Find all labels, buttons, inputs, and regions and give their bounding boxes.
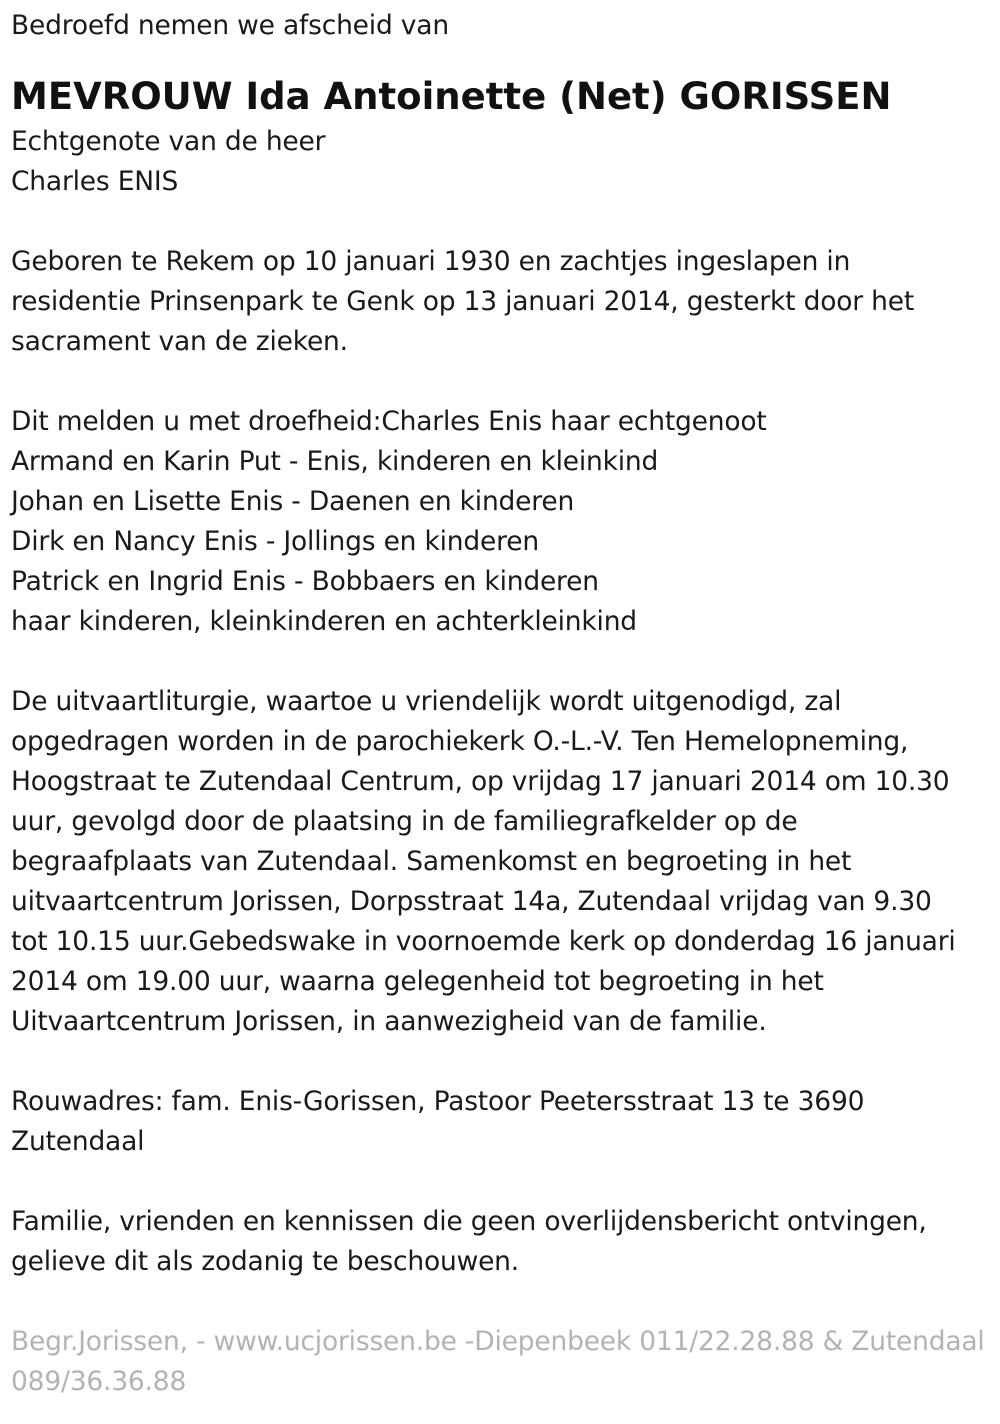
funeral-line: uur, gevolgd door de plaatsing in de familiegrafkelder op de — [11, 806, 798, 837]
family-line: Johan en Lisette Enis - Daenen en kinderen — [11, 486, 575, 517]
birth-line: sacrament van de zieken. — [11, 326, 348, 357]
funeral-line: opgedragen worden in de parochiekerk O.-L.-V. Ten Hemelopneming, — [11, 726, 909, 757]
birth-block — [11, 242, 988, 362]
notice-line: Familie, vrienden en kennissen die geen overlijdensbericht ontvingen, — [11, 1206, 927, 1237]
address-line: Zutendaal — [11, 1126, 145, 1157]
spouse-block — [11, 122, 988, 202]
footer-line: Begr.Jorissen, - www.ucjorissen.be -Diepenbeek 011/22.28.88 & Zutendaal — [11, 1326, 985, 1357]
birth-line: Geboren te Rekem op 10 januari 1930 en zachtjes ingeslapen in — [11, 246, 851, 277]
footer-line: 089/36.36.88 — [11, 1366, 187, 1397]
funeral-line: uitvaartcentrum Jorissen, Dorpsstraat 14a, Zutendaal vrijdag van 9.30 — [11, 886, 932, 917]
funeral-line: tot 10.15 uur.Gebedswake in voornoemde kerk op donderdag 16 januari — [11, 926, 956, 957]
funeral-line: De uitvaartliturgie, waartoe u vriendelijk wordt uitgenodigd, zal — [11, 686, 842, 717]
address-line: Rouwadres: fam. Enis-Gorissen, Pastoor Peetersstraat 13 te 3690 — [11, 1086, 865, 1117]
funeral-line: begraafplaats van Zutendaal. Samenkomst en begroeting in het — [11, 846, 852, 877]
family-block — [11, 402, 988, 642]
family-line: Armand en Karin Put - Enis, kinderen en kleinkind — [11, 446, 659, 477]
funeral-block — [11, 682, 988, 1042]
family-line: Patrick en Ingrid Enis - Bobbaers en kinderen — [11, 566, 599, 597]
notice-block — [11, 1202, 988, 1282]
spouse-line: Charles ENIS — [11, 166, 179, 197]
funeral-line: Uitvaartcentrum Jorissen, in aanwezigheid van de familie. — [11, 1006, 767, 1037]
family-line: Dirk en Nancy Enis - Jollings en kinderen — [11, 526, 539, 557]
spacer — [11, 1042, 988, 1082]
spacer — [11, 1162, 988, 1202]
spouse-line: Echtgenote van de heer — [11, 126, 326, 157]
spacer — [11, 202, 988, 242]
notice-line: gelieve dit als zodanig te beschouwen. — [11, 1246, 519, 1277]
funeral-line: Hoogstraat te Zutendaal Centrum, op vrijdag 17 januari 2014 om 10.30 — [11, 766, 950, 797]
spacer — [11, 362, 988, 402]
funeral-home-footer — [11, 1322, 988, 1402]
family-line: haar kinderen, kleinkinderen en achterkleinkind — [11, 606, 637, 637]
birth-line: residentie Prinsenpark te Genk op 13 januari 2014, gesterkt door het — [11, 286, 915, 317]
spacer — [11, 642, 988, 682]
funeral-line: 2014 om 19.00 uur, waarna gelegenheid tot begroeting in het — [11, 966, 824, 997]
family-line: Dit melden u met droefheid:Charles Enis haar echtgenoot — [11, 406, 767, 437]
deceased-name: MEVROUW Ida Antoinette (Net) GORISSEN — [11, 75, 892, 118]
address-block — [11, 1082, 988, 1162]
intro-text: Bedroefd nemen we afscheid van — [11, 10, 449, 41]
